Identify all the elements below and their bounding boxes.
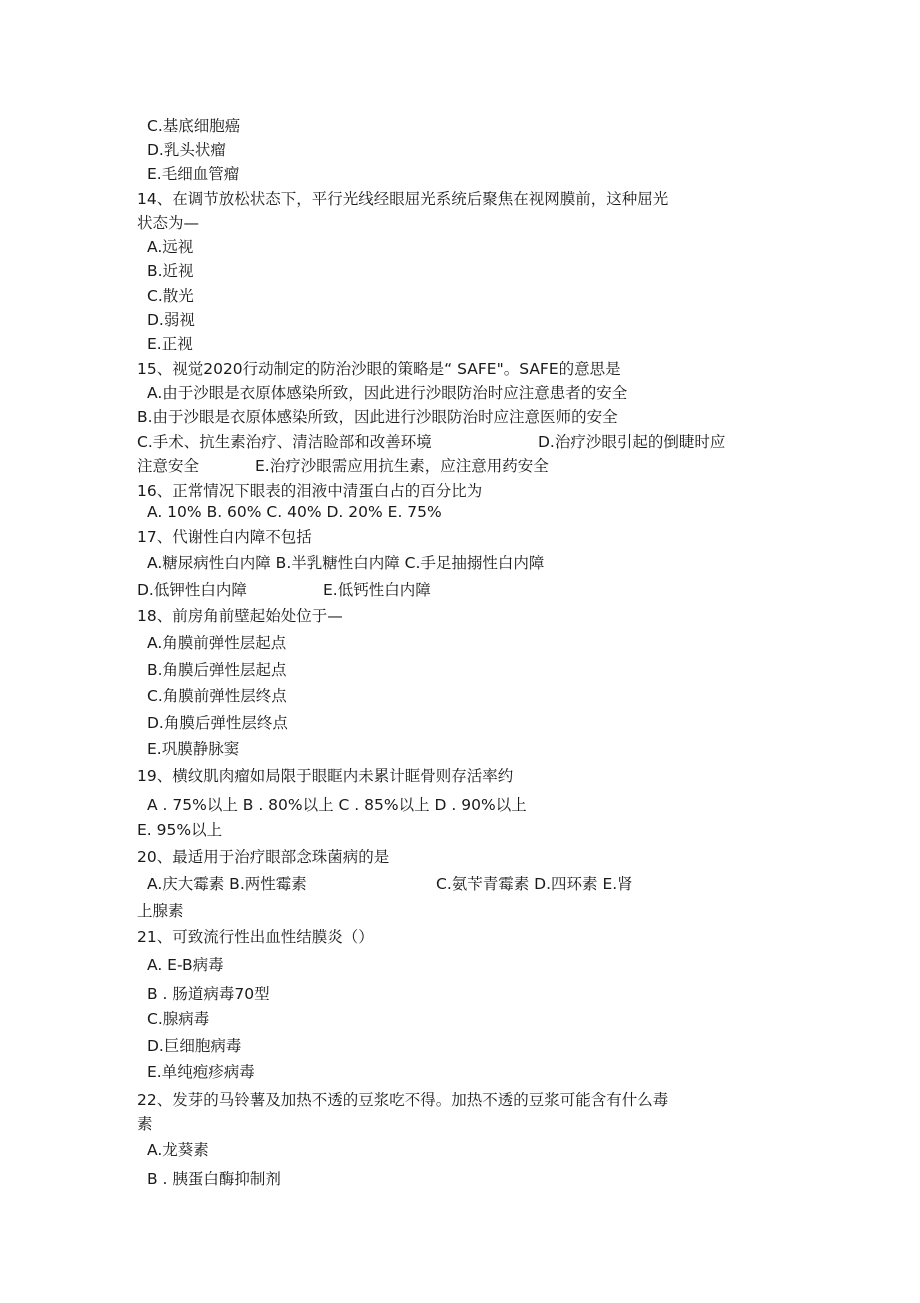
option-line: C.角膜前弹性层终点 <box>147 687 287 705</box>
option-line: B.近视 <box>147 262 194 280</box>
option-line: D.弱视 <box>147 311 195 329</box>
option-line-cont: 上腺素 <box>137 902 184 920</box>
option-line: C.腺病毒 <box>147 1010 210 1028</box>
option-line: A.龙葵素 <box>147 1141 209 1159</box>
question-14-cont: 状态为— <box>137 214 200 232</box>
option-line: B.角膜后弹性层起点 <box>147 661 287 679</box>
option-line: A.糖尿病性白内障 B.半乳糖性白内障 C.手足抽搦性白内障 <box>147 554 545 572</box>
option-line: E.正视 <box>147 335 193 353</box>
question-21: 21、可致流行性出血性结膜炎（） <box>137 928 374 946</box>
option-line: E.低钙性白内障 <box>323 581 431 599</box>
option-line: C.氨苄青霉素 D.四环素 E.肾 <box>436 875 633 893</box>
option-line: A.庆大霉素 B.两性霉素 <box>147 875 307 893</box>
question-14: 14、在调节放松状态下，平行光线经眼屈光系统后聚焦在视网膜前，这种屈光 <box>137 190 669 208</box>
option-line: E. 95%以上 <box>137 821 223 839</box>
option-line: D.角膜后弹性层终点 <box>147 714 288 732</box>
question-22: 22、发芽的马铃薯及加热不透的豆浆吃不得。加热不透的豆浆可能含有什么毒 <box>137 1091 669 1109</box>
option-line: E.巩膜静脉窦 <box>147 740 240 758</box>
question-17: 17、代谢性白内障不包括 <box>137 528 312 546</box>
option-line: E.治疗沙眼需应用抗生素，应注意用药安全 <box>255 457 549 475</box>
question-20: 20、最适用于治疗眼部念珠菌病的是 <box>137 848 390 866</box>
option-line: B . 胰蛋白酶抑制剂 <box>147 1170 281 1188</box>
option-line: A.由于沙眼是衣原体感染所致，因此进行沙眼防治时应注意患者的安全 <box>147 384 628 402</box>
option-line: A . 75%以上 B . 80%以上 C . 85%以上 D . 90%以上 <box>147 796 527 814</box>
option-line: B.由于沙眼是衣原体感染所致，因此进行沙眼防治时应注意医师的安全 <box>137 408 618 426</box>
option-line: E.单纯疱疹病毒 <box>147 1063 255 1081</box>
question-22-cont: 素 <box>137 1115 153 1133</box>
option-line: D.低钾性白内障 <box>137 581 247 599</box>
question-15: 15、视觉2020行动制定的防治沙眼的策略是“ SAFE"。SAFE的意思是 <box>137 360 621 378</box>
option-line: C.散光 <box>147 287 194 305</box>
option-line: D.巨细胞病毒 <box>147 1037 242 1055</box>
question-19: 19、横纹肌肉瘤如局限于眼眶内未累计眶骨则存活率约 <box>137 767 514 785</box>
option-line: A.角膜前弹性层起点 <box>147 634 287 652</box>
option-line: A. E-B病毒 <box>147 956 224 974</box>
option-line: E.毛细血管瘤 <box>147 165 240 183</box>
question-18: 18、前房角前壁起始处位于— <box>137 607 343 625</box>
option-line: A. 10% B. 60% C. 40% D. 20% E. 75% <box>147 503 442 521</box>
option-line-cont: 注意安全 <box>137 457 200 475</box>
option-line: D.治疗沙眼引起的倒睫时应 <box>538 433 726 451</box>
option-line: A.远视 <box>147 238 194 256</box>
option-line: D.乳头状瘤 <box>147 141 226 159</box>
option-line: B . 肠道病毒70型 <box>147 985 270 1003</box>
option-line: C.基底细胞癌 <box>147 117 241 135</box>
question-16: 16、正常情况下眼表的泪液中清蛋白占的百分比为 <box>137 482 483 500</box>
option-line: C.手术、抗生素治疗、清洁睑部和改善环境 <box>137 433 432 451</box>
